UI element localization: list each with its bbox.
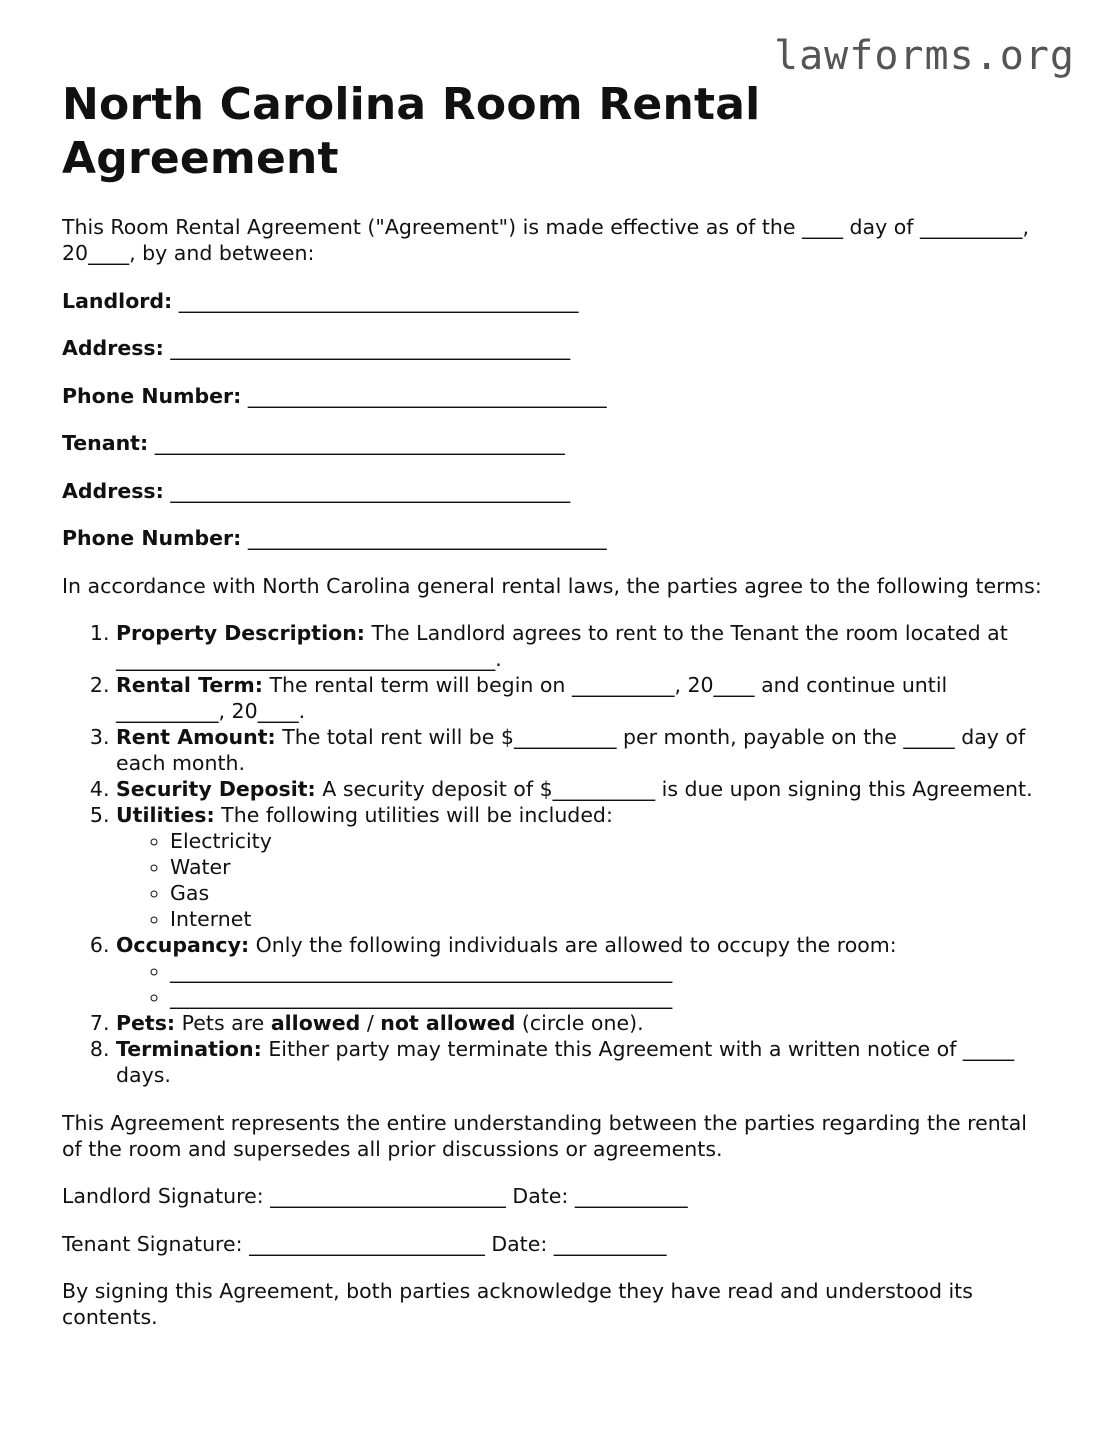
field-label: Phone Number:	[62, 383, 242, 408]
field-blank: ___________________________________	[241, 526, 607, 550]
landlord-address-field	[62, 335, 1052, 361]
field-blank: ________________________________________	[148, 431, 565, 455]
intro-paragraph: This Room Rental Agreement ("Agreement") is made effective as of the ____ day of __________, 20____, by and between:	[62, 215, 1030, 265]
term-text: The Landlord agrees to rent to the Tenant the room located at _____________________________________.	[116, 621, 1008, 671]
pets-slash: /	[360, 1011, 381, 1035]
occupants-list	[116, 958, 1052, 1010]
utility-item: ◦ Gas	[170, 880, 1052, 906]
term-utilities	[116, 802, 1052, 932]
accordance-paragraph: In accordance with North Carolina general rental laws, the parties agree to the following terms:	[62, 573, 1042, 598]
entire-agreement-paragraph: This Agreement represents the entire understanding between the parties regarding the rental of the room and supersedes all prior discussions or agreements.	[62, 1110, 1028, 1161]
term-label: Rent Amount:	[116, 725, 276, 749]
term-label: Utilities:	[116, 803, 215, 827]
watermark: lawforms.org	[774, 33, 1075, 79]
term-text: Either party may terminate this Agreement with a written notice of _____ days.	[116, 1037, 1015, 1087]
term-label: Pets:	[116, 1011, 176, 1035]
term-termination	[116, 1036, 1052, 1088]
field-blank: ___________________________________	[241, 383, 607, 408]
page-title: North Carolina Room Rental Agreement	[62, 79, 761, 184]
field-label: Address:	[62, 336, 164, 360]
term-text: (circle one).	[515, 1011, 644, 1035]
term-label: Occupancy:	[116, 933, 250, 957]
term-occupancy	[116, 932, 1052, 1010]
term-pets	[116, 1010, 1052, 1036]
landlord-name-field	[62, 288, 1052, 314]
term-text: Pets are	[175, 1011, 271, 1035]
utility-item: ◦ Internet	[170, 906, 1052, 932]
term-label: Property Description:	[116, 621, 365, 645]
landlord-signature-line: Landlord Signature: _______________________ Date: ___________	[62, 1184, 688, 1208]
field-label: Phone Number:	[62, 526, 242, 550]
field-blank: _______________________________________	[163, 336, 571, 360]
field-label: Landlord:	[62, 288, 173, 313]
term-text: The rental term will begin on __________, 20____ and continue until __________, 20____.	[116, 673, 948, 723]
term-text: The total rent will be $__________ per month, payable on the _____ day of each month.	[116, 725, 1026, 775]
term-label: Rental Term:	[116, 673, 263, 697]
term-text: A security deposit of $__________ is due upon signing this Agreement.	[315, 777, 1033, 801]
tenant-name-field	[62, 430, 1052, 456]
pets-allowed-option: allowed	[270, 1011, 361, 1035]
term-label: Security Deposit:	[116, 777, 316, 801]
document-page	[62, 78, 1052, 1330]
tenant-signature-line: Tenant Signature: _______________________ Date: ___________	[62, 1231, 667, 1256]
tenant-phone-field	[62, 525, 1052, 551]
term-rent-amount	[116, 724, 1052, 776]
tenant-address-field	[62, 478, 1052, 504]
field-label: Tenant:	[62, 431, 149, 455]
terms-list	[62, 620, 1052, 1088]
utility-item: ◦ Electricity	[170, 828, 1052, 854]
utilities-list	[116, 828, 1052, 932]
field-blank: _______________________________________	[163, 478, 571, 503]
pets-not-allowed-option: not allowed	[380, 1011, 516, 1035]
term-security-deposit	[116, 776, 1052, 802]
term-label: Termination:	[116, 1037, 262, 1061]
occupant-blank: ◦ _________________________________________________	[170, 958, 1052, 984]
field-blank: _______________________________________	[172, 288, 579, 313]
acknowledgement-paragraph: By signing this Agreement, both parties acknowledge they have read and understood its contents.	[62, 1279, 973, 1329]
landlord-phone-field	[62, 383, 1052, 409]
utility-item: ◦ Water	[170, 854, 1052, 880]
term-rental-term	[116, 672, 1052, 724]
term-property-description	[116, 620, 1052, 672]
term-text: The following utilities will be included:	[214, 803, 613, 827]
term-text: Only the following individuals are allowed to occupy the room:	[249, 933, 897, 957]
occupant-blank: ◦ _________________________________________________	[170, 984, 1052, 1010]
field-label: Address:	[62, 478, 164, 503]
